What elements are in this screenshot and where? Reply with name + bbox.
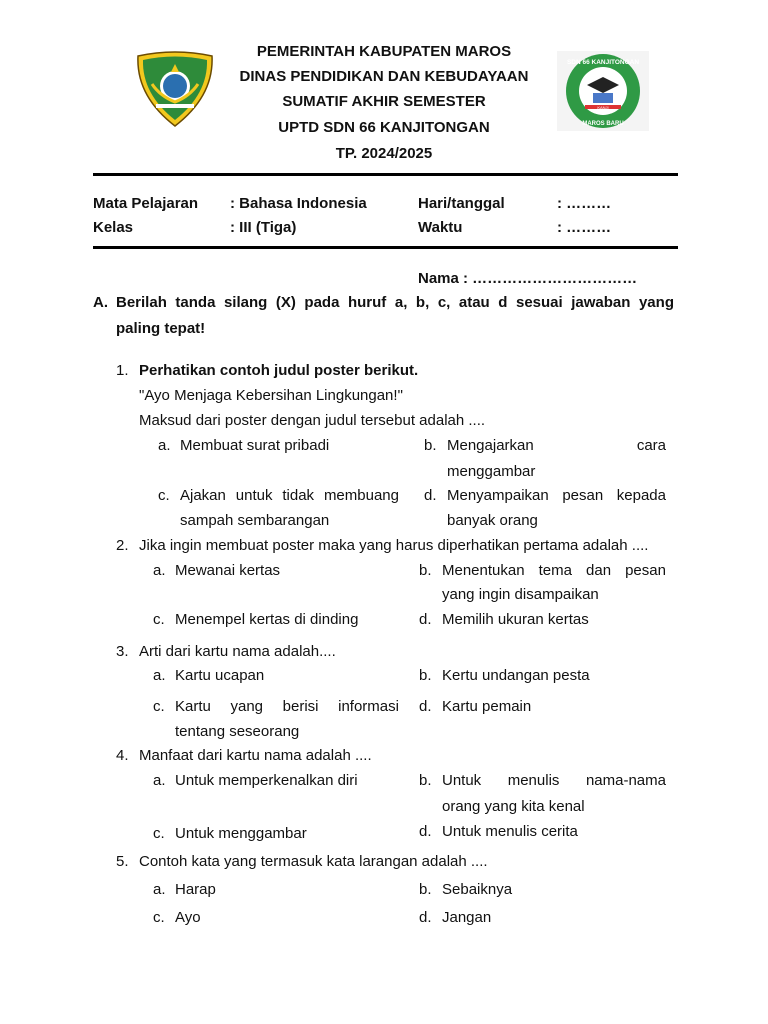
instruction-word: pada — [304, 294, 340, 311]
q2-option-c-letter: c. — [153, 611, 165, 628]
q1-option-b-word: Mengajarkan — [447, 437, 534, 454]
date-label: Hari/tanggal — [418, 195, 505, 212]
header-school-year: TP. 2024/2025 — [335, 145, 433, 162]
q4-option-b-word: nama-nama — [585, 772, 666, 789]
q1-option-d-word: Menyampaikan — [447, 487, 549, 504]
instruction-word: Berilah — [116, 294, 167, 311]
q5-option-c-letter: c. — [153, 909, 165, 926]
q2-number: 2. — [116, 537, 129, 554]
time-label: Waktu — [418, 219, 463, 236]
q5-option-a-letter: a. — [153, 881, 166, 898]
header-department: DINAS PENDIDIKAN DAN KEBUDAYAAN — [239, 68, 529, 85]
instruction-word: atau — [458, 294, 490, 311]
q1-option-b[interactable] — [447, 437, 666, 455]
q5-option-c[interactable]: Ayo — [175, 909, 201, 926]
q1-title: Perhatikan contoh judul poster berikut. — [139, 362, 419, 379]
header-exam-title: SUMATIF AKHIR SEMESTER — [282, 93, 486, 110]
q4-option-d-letter: d. — [419, 823, 432, 840]
q4-option-b[interactable] — [442, 772, 666, 790]
instruction-word: yang — [638, 294, 674, 311]
q2-text: Jika ingin membuat poster maka yang harus diperhatikan pertama adalah .... — [139, 537, 649, 554]
q1-option-c-line2: sampah sembarangan — [180, 512, 330, 529]
q2-option-c[interactable]: Menempel kertas di dinding — [175, 611, 359, 628]
instruction-word: a, — [394, 294, 408, 311]
instruction-word: sesuai — [515, 294, 563, 311]
q5-option-a[interactable]: Harap — [175, 881, 216, 898]
q4-text: Manfaat dari kartu nama adalah .... — [139, 747, 372, 764]
subject-label: Mata Pelajaran — [93, 195, 199, 212]
logo-ring-text-bottom: MAROS BARU — [582, 121, 624, 127]
q1-option-c-letter: c. — [158, 487, 170, 504]
q2-option-b[interactable] — [442, 562, 666, 580]
q2-option-d-letter: d. — [419, 611, 432, 628]
q4-option-c-letter: c. — [153, 825, 165, 842]
instruction-word: (X) — [275, 294, 296, 311]
q5-option-b[interactable]: Sebaiknya — [442, 881, 513, 898]
q1-option-a[interactable]: Membuat surat pribadi — [180, 437, 330, 454]
q3-text: Arti dari kartu nama adalah.... — [139, 643, 336, 660]
q1-option-d-word: kepada — [616, 487, 666, 504]
instruction-word: jawaban — [571, 294, 631, 311]
q3-option-c[interactable] — [175, 698, 399, 716]
q4-option-a[interactable]: Untuk memperkenalkan diri — [175, 772, 358, 789]
q2-option-b-word: pesan — [625, 562, 666, 579]
q3-option-b-letter: b. — [419, 667, 432, 684]
header-rule-top — [93, 173, 678, 176]
q5-number: 5. — [116, 853, 129, 870]
q4-number: 4. — [116, 747, 129, 764]
section-instruction — [116, 294, 674, 312]
q4-option-d[interactable]: Untuk menulis cerita — [442, 823, 578, 840]
q3-option-c-word: Kartu — [175, 698, 211, 715]
q2-option-b-word: tema — [538, 562, 572, 579]
section-instruction-line2: paling tepat! — [116, 320, 206, 337]
q1-option-d[interactable] — [447, 487, 666, 505]
q1-option-c-word: membuang — [323, 487, 399, 504]
q1-option-b-letter: b. — [424, 437, 437, 454]
instruction-word: d — [498, 294, 508, 311]
q1-option-c-word: untuk — [235, 487, 273, 504]
q2-option-b-word: dan — [586, 562, 612, 579]
q2-option-a[interactable]: Mewanai kertas — [175, 562, 281, 579]
q4-option-b-word: menulis — [507, 772, 560, 789]
q4-option-c[interactable]: Untuk menggambar — [175, 825, 307, 842]
class-value: : III (Tiga) — [230, 219, 297, 236]
time-value: : ……… — [557, 219, 612, 236]
student-name-field[interactable]: Nama : …………………………… — [418, 270, 638, 287]
instruction-word: huruf — [347, 294, 387, 311]
class-label: Kelas — [93, 219, 134, 236]
q4-option-b-line2: orang yang kita kenal — [442, 798, 585, 815]
q1-option-c[interactable] — [180, 487, 399, 505]
q5-option-d[interactable]: Jangan — [442, 909, 492, 926]
header-government: PEMERINTAH KABUPATEN MAROS — [256, 43, 512, 60]
q3-option-a[interactable]: Kartu ucapan — [175, 667, 265, 684]
q3-option-a-letter: a. — [153, 667, 166, 684]
q3-number: 3. — [116, 643, 129, 660]
q4-option-b-word: Untuk — [442, 772, 482, 789]
q5-option-d-letter: d. — [419, 909, 432, 926]
q3-option-c-line2: tentang seseorang — [175, 723, 300, 740]
header-school: UPTD SDN 66 KANJITONGAN — [278, 119, 490, 136]
q1-option-a-letter: a. — [158, 437, 171, 454]
q1-option-b-line2: menggambar — [447, 463, 536, 480]
q3-option-b[interactable]: Kertu undangan pesta — [442, 667, 590, 684]
logo-ribbon-text: KANJI — [597, 105, 609, 110]
q1-number: 1. — [116, 362, 129, 379]
instruction-word: c, — [437, 294, 451, 311]
q2-option-a-letter: a. — [153, 562, 166, 579]
q4-option-a-letter: a. — [153, 772, 166, 789]
q3-option-c-letter: c. — [153, 698, 165, 715]
q2-option-b-line2: yang ingin disampaikan — [442, 586, 599, 603]
q1-option-b-word: cara — [636, 437, 666, 454]
q3-option-d[interactable]: Kartu pemain — [442, 698, 532, 715]
instruction-word: silang — [223, 294, 268, 311]
q1-option-d-letter: d. — [424, 487, 437, 504]
maros-regency-emblem — [130, 50, 220, 128]
q3-option-c-word: berisi — [282, 698, 319, 715]
q1-option-c-word: tidak — [282, 487, 315, 504]
q1-option-d-line2: banyak orang — [447, 512, 538, 529]
q1-prompt: Maksud dari poster dengan judul tersebut adalah .... — [139, 412, 486, 429]
instruction-word: tanda — [175, 294, 216, 311]
q2-option-b-word: Menentukan — [442, 562, 525, 579]
header-rule-bottom — [93, 246, 678, 249]
q1-option-d-word: pesan — [562, 487, 604, 504]
q4-option-b-letter: b. — [419, 772, 432, 789]
q3-option-c-word: informasi — [338, 698, 399, 715]
subject-value: : Bahasa Indonesia — [230, 195, 367, 212]
q3-option-c-word: yang — [230, 698, 264, 715]
q3-option-d-letter: d. — [419, 698, 432, 715]
q1-option-c-word: Ajakan — [180, 487, 226, 504]
q2-option-d[interactable]: Memilih ukuran kertas — [442, 611, 589, 628]
q1-quote: "Ayo Menjaga Kebersihan Lingkungan!" — [139, 387, 403, 404]
logo-ring-text-top: SDN 66 KANJITONGAN — [566, 59, 640, 66]
q5-text: Contoh kata yang termasuk kata larangan adalah .... — [139, 853, 488, 870]
q2-option-b-letter: b. — [419, 562, 432, 579]
date-value: : ……… — [557, 195, 612, 212]
instruction-word: b, — [415, 294, 430, 311]
q5-option-b-letter: b. — [419, 881, 432, 898]
section-letter: A. — [93, 294, 108, 311]
